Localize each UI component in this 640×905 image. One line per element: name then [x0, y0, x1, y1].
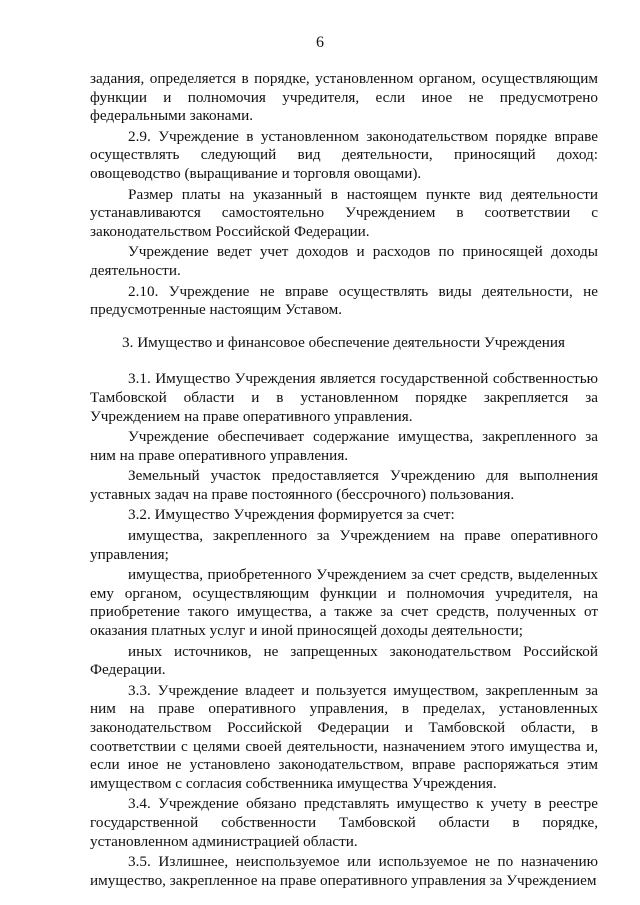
paragraph-maintenance: Учреждение обеспечивает содержание имущества, закрепленного за ним на праве оперативного управления.	[90, 428, 598, 464]
paragraph-accounting: Учреждение ведет учет доходов и расходов по приносящей доходы деятельности.	[90, 243, 598, 279]
paragraph-3-5: 3.5. Излишнее, неиспользуемое или используемое не по назначению имущество, закрепленное на праве оперативного управления за Учреждением	[90, 853, 598, 889]
paragraph-3-4: 3.4. Учреждение обязано представлять имущество к учету в реестре государственной собственности Тамбовской области в порядке, установленном администрацией области.	[90, 795, 598, 850]
list-item-acquired: имущества, приобретенного Учреждением за счет средств, выделенных ему органом, осуществляющим функции и полномочия учредителя, на приобретение такого имущества, а также за счет средств, полученных от оказания платных услуг и иной приносящей доходы деятельности;	[90, 566, 598, 640]
list-item-assigned: имущества, закрепленного за Учреждением на праве оперативного управления;	[90, 527, 598, 563]
paragraph-3-3: 3.3. Учреждение владеет и пользуется имуществом, закрепленным за ним на праве оперативного управления, в пределах, установленных законодательством Российской Федерации и Тамбовской области, в соответствии с целями своей деятельности, назначением этого имущества и, если иное не установлено законодательством, вправе распоряжаться этим имуществом с согласия собственника имущества Учреждения.	[90, 681, 598, 792]
section-heading: 3. Имущество и финансовое обеспечение деятельности Учреждения	[122, 333, 565, 351]
paragraph-2-9: 2.9. Учреждение в установленном законодательством порядке вправе осуществлять следующий вид деятельности, приносящий доход: овощеводство (выращивание и торговля овощами).	[90, 127, 598, 182]
paragraph-land: Земельный участок предоставляется Учреждению для выполнения уставных задач на праве постоянного (бессрочного) пользования.	[90, 467, 598, 503]
paragraph-continuation: задания, определяется в порядке, установленном органом, осуществляющим функции и полномочия учредителя, если иное не предусмотрено федеральными законами.	[90, 70, 598, 125]
paragraph-fee: Размер платы на указанный в настоящем пункте вид деятельности устанавливаются самостоятельно Учреждением в соответствии с законодательством Российской Федерации.	[90, 185, 598, 240]
page-number: 6	[316, 34, 324, 51]
paragraph-2-10: 2.10. Учреждение не вправе осуществлять виды деятельности, не предусмотренные настоящим Уставом.	[90, 282, 598, 319]
document-body	[90, 70, 598, 892]
paragraph-3-1: 3.1. Имущество Учреждения является государственной собственностью Тамбовской области и в установленном порядке закрепляется за Учреждением на праве оперативного управления.	[90, 370, 598, 425]
paragraph-3-2: 3.2. Имущество Учреждения формируется за счет:	[128, 506, 455, 524]
list-item-other: иных источников, не запрещенных законодательством Российской Федерации.	[90, 642, 598, 679]
